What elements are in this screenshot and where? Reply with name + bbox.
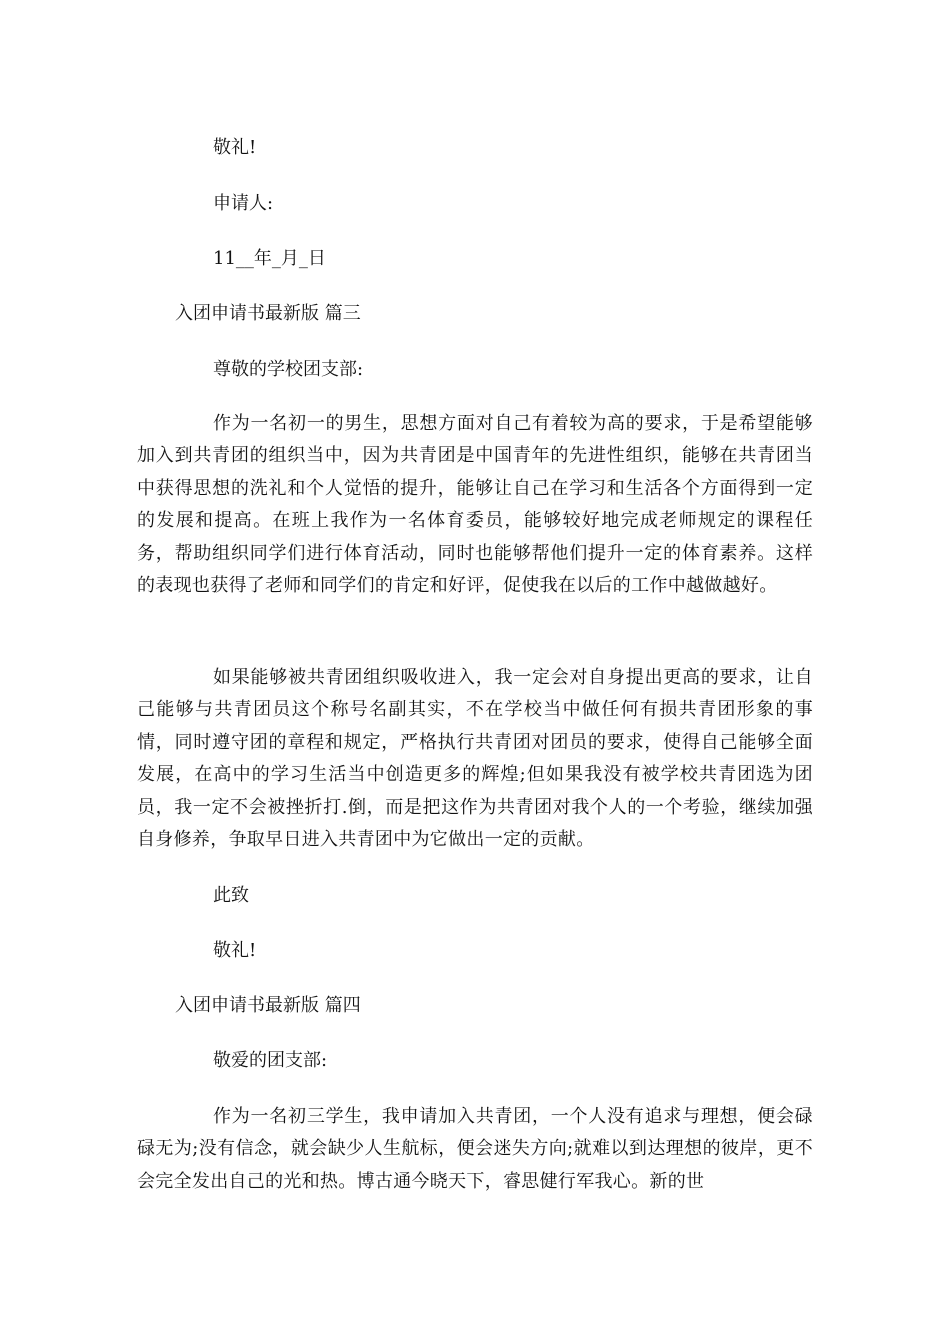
salutation-3: 尊敬的学校团支部: [213, 359, 364, 380]
body-paragraph-3a: 作为一名初一的男生，思想方面对自己有着较为高的要求，于是希望能够加入到共青团的组织当中，因为共青团是中国青年的先进性组织，能够在共青团当中获得思想的洗礼和个人觉悟的提升，能够让自己在学习和生活各个方面得到一定的发展和提高。在班上我作为一名体育委员，能够较好地完成老师规定的课程任务，帮助组织同学们进行体育活动，同时也能够帮他们提升一定的体育素养。这样的表现也获得了老师和同学们的肯定和好评，促使我在以后的工作中越做越好。 [137, 413, 813, 597]
applicant-label: 申请人: [213, 193, 274, 214]
body-paragraph-3b: 如果能够被共青团组织吸收进入，我一定会对自身提出更高的要求，让自己能够与共青团员这个称号名副其实，不在学校当中做任何有损共青团形象的事情，同时遵守团的章程和规定，严格执行共青团对团员的要求，使得自己能够全面发展，在高中的学习生活当中创造更多的辉煌;但如果我没有被学校共青团选为团员，我一定不会被挫折打.倒，而是把这作为共青团对我个人的一个考验，继续加强自身修养，争取早日进入共青团中为它做出一定的贡献。 [137, 667, 813, 851]
salutation-4: 敬爱的团支部: [213, 1050, 328, 1071]
closing-salute: 敬礼! [213, 137, 257, 158]
section-heading-4: 入团申请书最新版 篇四 [175, 995, 361, 1016]
body-paragraph-4a: 作为一名初三学生，我申请加入共青团，一个人没有追求与理想，便会碌碌无为;没有信念，就会缺少人生航标，便会迷失方向;就难以到达理想的彼岸，更不会完全发出自己的光和热。博古通今晓天下，睿思健行军我心。新的世 [137, 1106, 813, 1192]
closing-salute-3: 敬礼! [213, 940, 257, 961]
date-line: 11__年_月_日 [213, 248, 326, 269]
closing-cizhi: 此致 [213, 885, 249, 906]
section-heading-3: 入团申请书最新版 篇三 [175, 303, 361, 324]
